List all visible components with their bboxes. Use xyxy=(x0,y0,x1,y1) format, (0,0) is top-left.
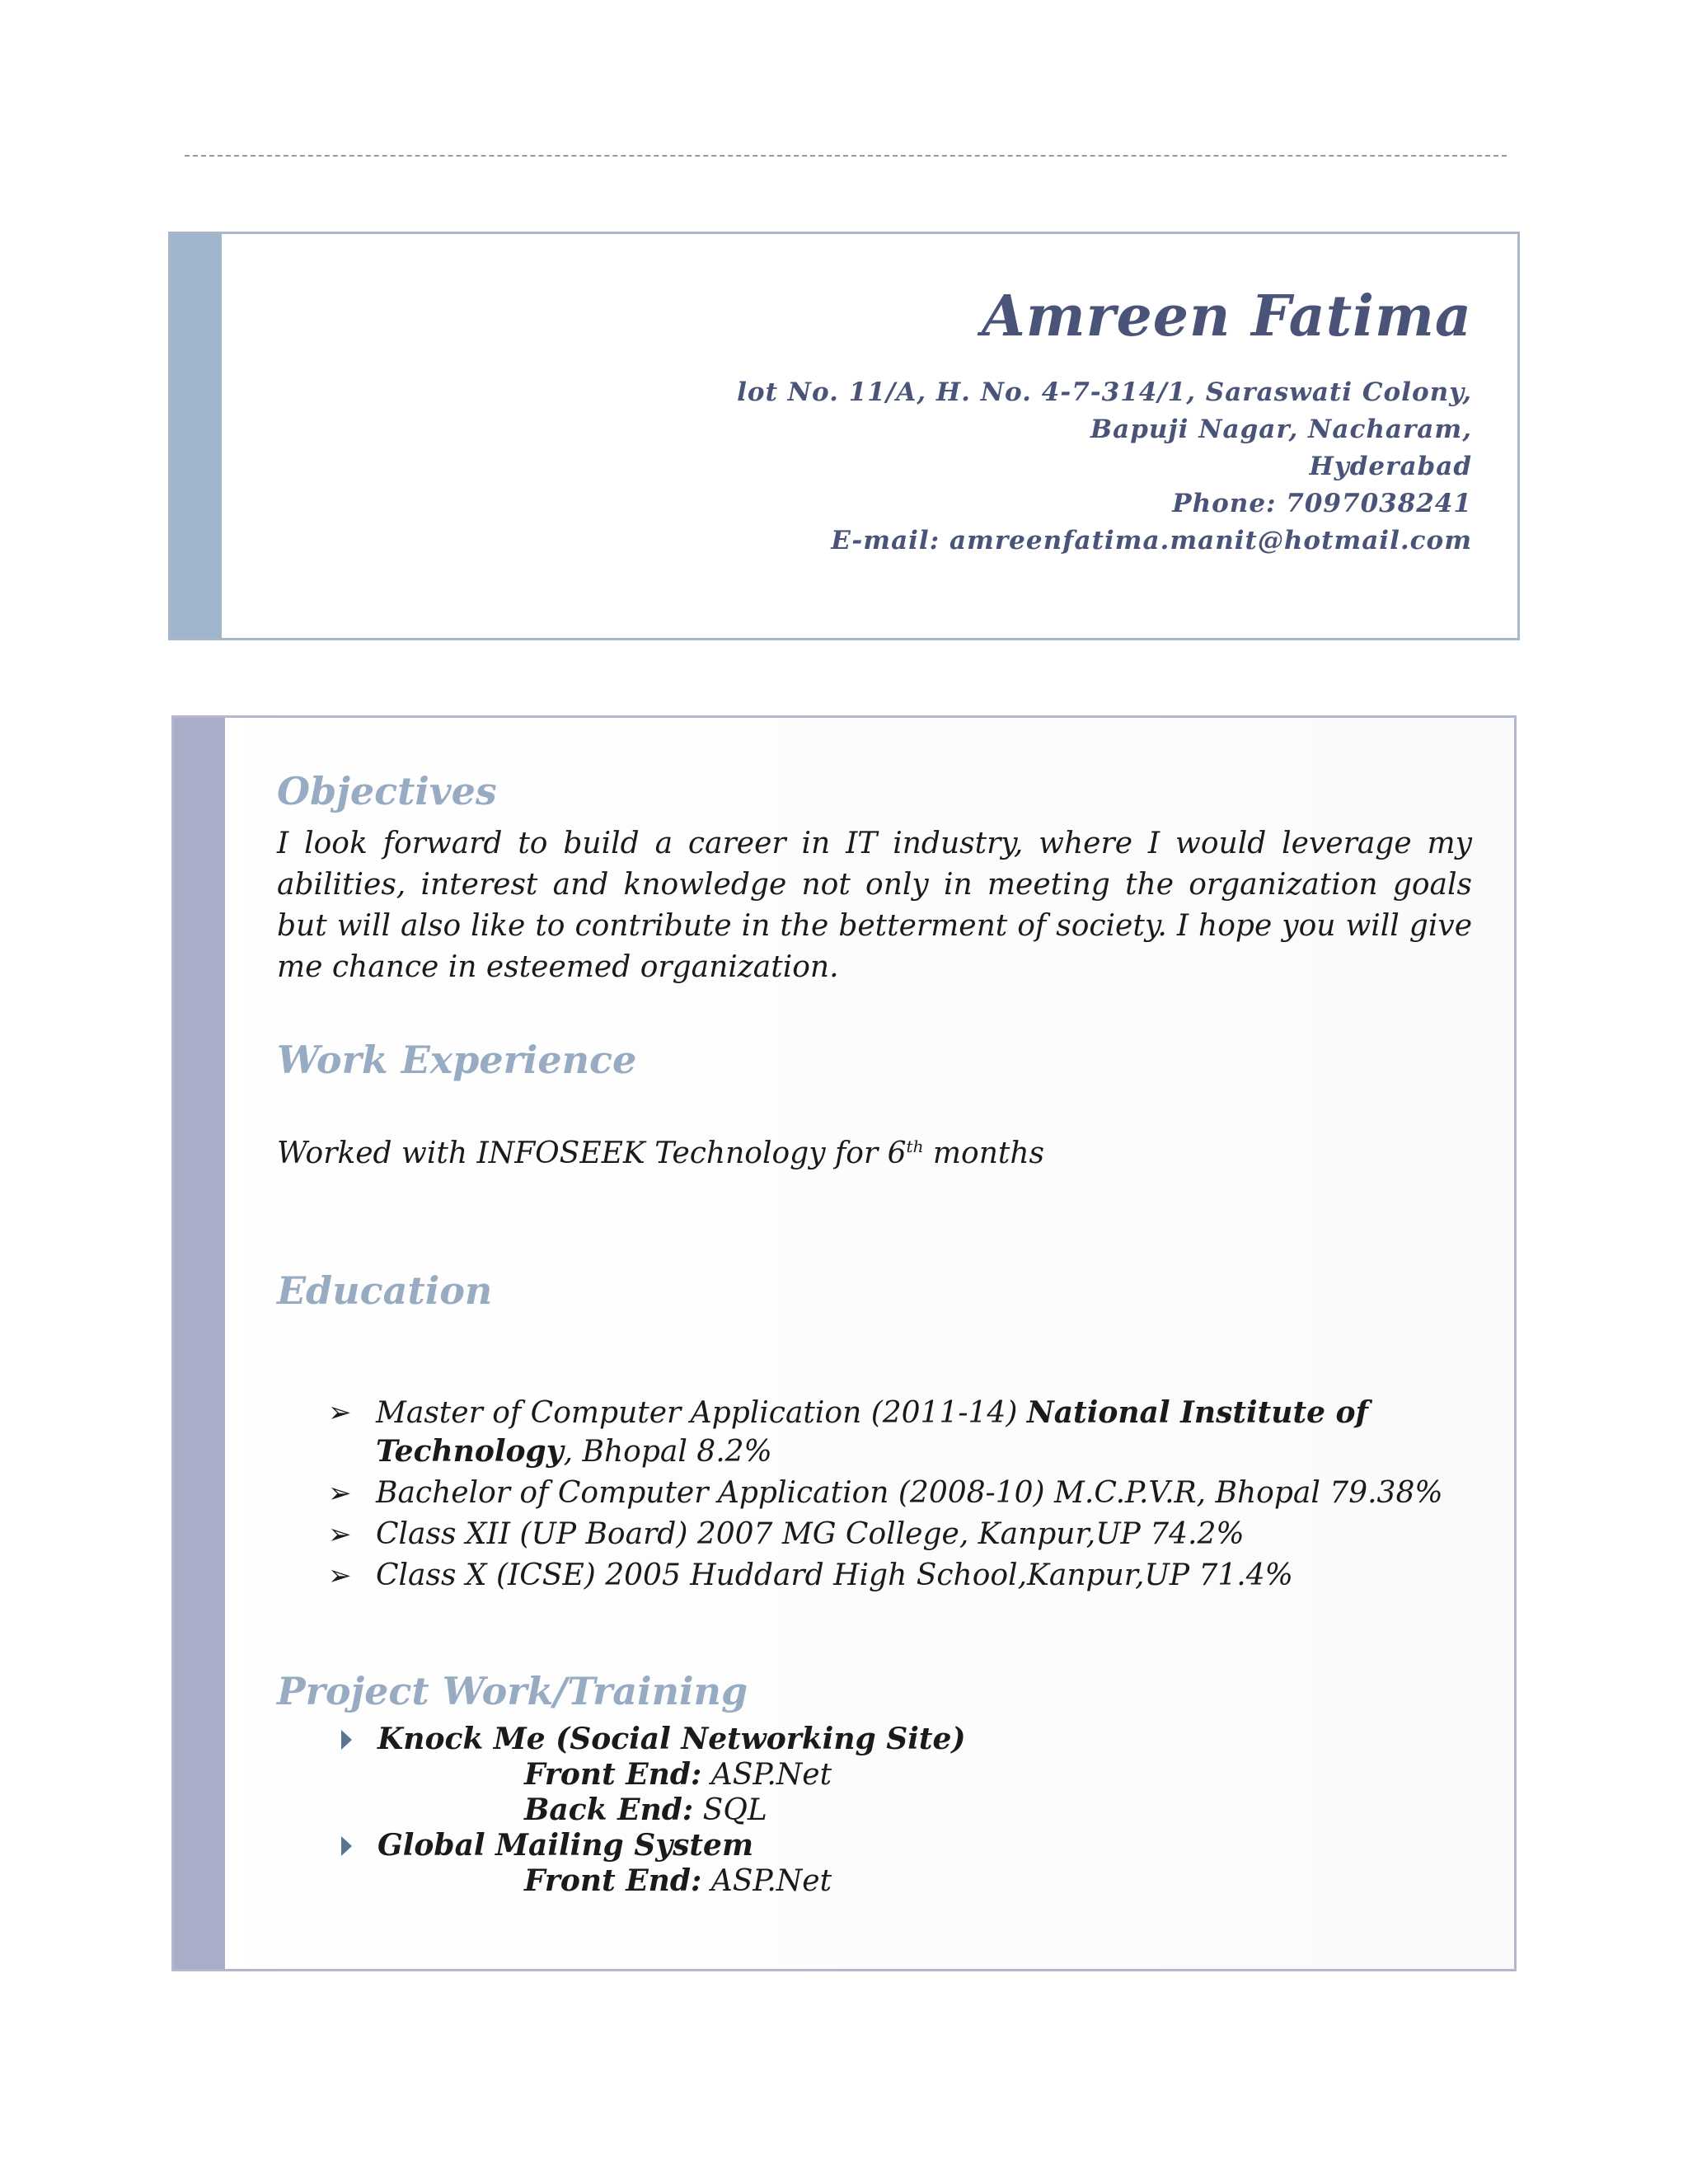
arrow-bullet-icon: ➢ xyxy=(328,1477,352,1510)
education-heading: Education xyxy=(277,1268,493,1313)
phone: Phone: 7097038241 xyxy=(1172,489,1472,518)
education-institute: National Institute of Technology xyxy=(376,1395,1369,1469)
work-text-before: Worked with INFOSEEK Technology for 6 xyxy=(277,1137,907,1170)
work-experience-text xyxy=(277,1137,1044,1170)
education-item xyxy=(277,1474,1472,1512)
triangle-bullet-icon xyxy=(341,1836,352,1856)
project-name: Global Mailing System xyxy=(377,1828,754,1863)
education-item xyxy=(277,1516,1472,1554)
back-end-label: Back End: xyxy=(524,1793,694,1827)
arrow-bullet-icon: ➢ xyxy=(328,1559,352,1592)
education-item-text: Bachelor of Computer Application (2008-10) M.C.P.V.R, Bhopal 79.38% xyxy=(376,1476,1443,1510)
header-accent-bar xyxy=(171,234,222,638)
front-end-value: ASP.Net xyxy=(701,1758,832,1792)
front-end-value: ASP.Net xyxy=(701,1864,832,1898)
objectives-text: I look forward to build a career in IT industry, where I would leverage my abilities, interest and knowledge not only in meeting the organization goals but will also like to contribute in the betterment of society. I hope you will give me chance in esteemed organization. xyxy=(277,827,1472,984)
education-item-text: Class X (ICSE) 2005 Huddard High School,Kanpur,UP 71.4% xyxy=(376,1558,1293,1592)
header-section xyxy=(168,232,1520,640)
project-title xyxy=(277,1828,1472,1863)
work-experience-heading: Work Experience xyxy=(277,1038,637,1082)
project-front-end xyxy=(277,1863,1472,1899)
education-item-after: , Bhopal 8.2% xyxy=(563,1435,772,1469)
address-line-2: Bapuji Nagar, Nacharam, xyxy=(1090,415,1472,444)
work-text-sup: th xyxy=(906,1137,924,1156)
triangle-bullet-icon xyxy=(341,1730,352,1750)
candidate-name: Amreen Fatima xyxy=(981,284,1472,349)
project-list xyxy=(277,1722,1472,1899)
back-end-value: SQL xyxy=(693,1793,767,1827)
address-line-3: Hyderabad xyxy=(1309,452,1472,481)
education-item-text: Class XII (UP Board) 2007 MG College, Kanpur,UP 74.2% xyxy=(376,1517,1245,1551)
address-line-1: lot No. 11/A, H. No. 4-7-314/1, Saraswati Colony, xyxy=(737,377,1472,407)
arrow-bullet-icon: ➢ xyxy=(328,1396,352,1429)
education-item xyxy=(277,1557,1472,1595)
education-item xyxy=(277,1394,1472,1471)
main-section xyxy=(171,715,1517,1971)
objectives-heading: Objectives xyxy=(277,769,497,813)
front-end-label: Front End: xyxy=(524,1863,702,1898)
arrow-bullet-icon: ➢ xyxy=(328,1518,352,1551)
project-back-end xyxy=(277,1793,1472,1828)
email: E-mail: amreenfatima.manit@hotmail.com xyxy=(831,526,1472,555)
front-end-label: Front End: xyxy=(524,1757,702,1792)
main-accent-bar xyxy=(174,718,225,1969)
work-text-after: months xyxy=(923,1137,1045,1170)
contact-block xyxy=(737,374,1472,560)
project-name: Knock Me (Social Networking Site) xyxy=(377,1722,966,1756)
education-list xyxy=(277,1394,1472,1598)
project-work-heading: Project Work/Training xyxy=(277,1669,748,1713)
top-dashed-divider xyxy=(185,155,1507,157)
project-title xyxy=(277,1722,1472,1757)
education-item-text: Master of Computer Application (2011-14) xyxy=(376,1396,1027,1430)
project-front-end xyxy=(277,1757,1472,1793)
